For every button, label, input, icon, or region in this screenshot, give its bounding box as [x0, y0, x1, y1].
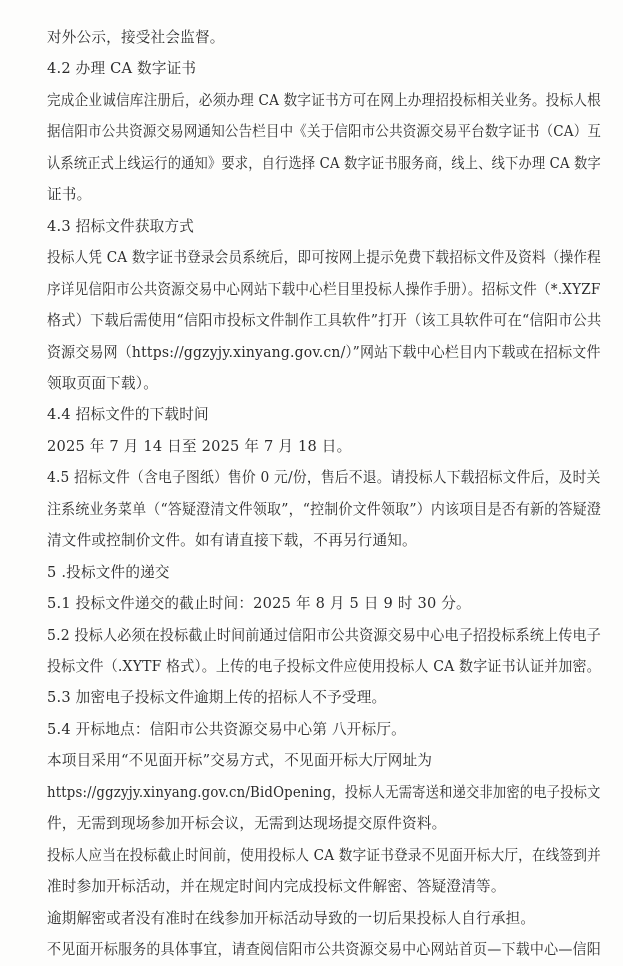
text-line: 不见面开标服务的具体事宜，请查阅信阳市公共资源交易中心网站首页—下载中心—信阳	[47, 941, 601, 958]
section-heading: 5 .投标文件的递交	[47, 563, 170, 581]
text-line: 证书。	[47, 186, 92, 204]
text-line: 准时参加开标活动，并在规定时间内完成投标文件解密、答疑澄清等。	[47, 878, 506, 896]
text-line: 5.1 投标文件递交的截止时间：2025 年 8 月 5 日 9 时 30 分。	[47, 595, 471, 613]
text-line: 清文件或控制价文件。如有请直接下载，不再另行通知。	[47, 532, 417, 550]
text-line: 5.2 投标人必须在投标截止时间前通过信阳市公共资源交易中心电子招投标系统上传电子	[47, 626, 602, 644]
text-line: 完成企业诚信库注册后，必须办理 CA 数字证书方可在网上办理招投标相关业务。投标人根	[47, 91, 601, 109]
text-line: 注系统业务菜单（“答疑澄清文件领取”，“控制价文件领取”）内该项目是否有新的答疑澄	[47, 500, 602, 518]
text-line: 认系统正式上线运行的通知》要求，自行选择 CA 数字证书服务商，线上、线下办理 CA 数字	[47, 154, 601, 172]
text-line: 本项目采用“不见面开标”交易方式，不见面开标大厅网址为	[47, 752, 433, 770]
section-heading: 4.4 招标文件的下载时间	[47, 406, 209, 424]
text-line: 4.5 招标文件（含电子图纸）售价 0 元/份，售后不退。请投标人下载招标文件后，及时关	[47, 469, 601, 487]
text-line: 投标文件（.XYTF 格式）。上传的电子投标文件应使用投标人 CA 数字证书认证并加密。	[47, 658, 601, 675]
text-line: 资源交易网（https://ggzyjy.xinyang.gov.cn/）”网站下载中心栏目内下载或在招标文件	[47, 343, 601, 361]
text-line: 投标人凭 CA 数字证书登录会员系统后，即可按网上提示免费下载招标文件及资料（操作程	[47, 249, 601, 267]
text-line: 领取页面下载）。	[47, 374, 159, 392]
text-line: 5.3 加密电子投标文件逾期上传的招标人不予受理。	[47, 689, 387, 707]
text-line: https://ggzyjy.xinyang.gov.cn/BidOpening，投标人无需寄送和递交非加密的电子投标文	[47, 783, 601, 801]
text-line: 序详见信阳市公共资源交易中心网站下载中心栏目里投标人操作手册）。招标文件（*.XYZF	[47, 280, 601, 298]
text-line: 据信阳市公共资源交易网通知公告栏目中《关于信阳市公共资源交易平台数字证书（CA）互	[47, 123, 602, 141]
text-line: 件，无需到现场参加开标会议，无需到达现场提交原件资料。	[47, 815, 447, 833]
text-line: 逾期解密或者没有准时在线参加开标活动导致的一切后果投标人自行承担。	[47, 909, 536, 927]
section-heading: 4.3 招标文件获取方式	[47, 217, 194, 235]
text-line: 2025 年 7 月 14 日至 2025 年 7 月 18 日。	[47, 437, 352, 455]
text-line: 对外公示，接受社会监督。	[47, 29, 225, 46]
text-line: 投标人应当在投标截止时间前，使用投标人 CA 数字证书登录不见面开标大厅，在线签到并	[47, 846, 601, 864]
text-line: 格式）下载后需使用“信阳市投标文件制作工具软件”打开（该工具软件可在“信阳市公共	[47, 312, 602, 329]
section-heading: 4.2 办理 CA 数字证书	[47, 60, 197, 78]
text-line: 5.4 开标地点：信阳市公共资源交易中心第 八开标厅。	[47, 720, 406, 738]
